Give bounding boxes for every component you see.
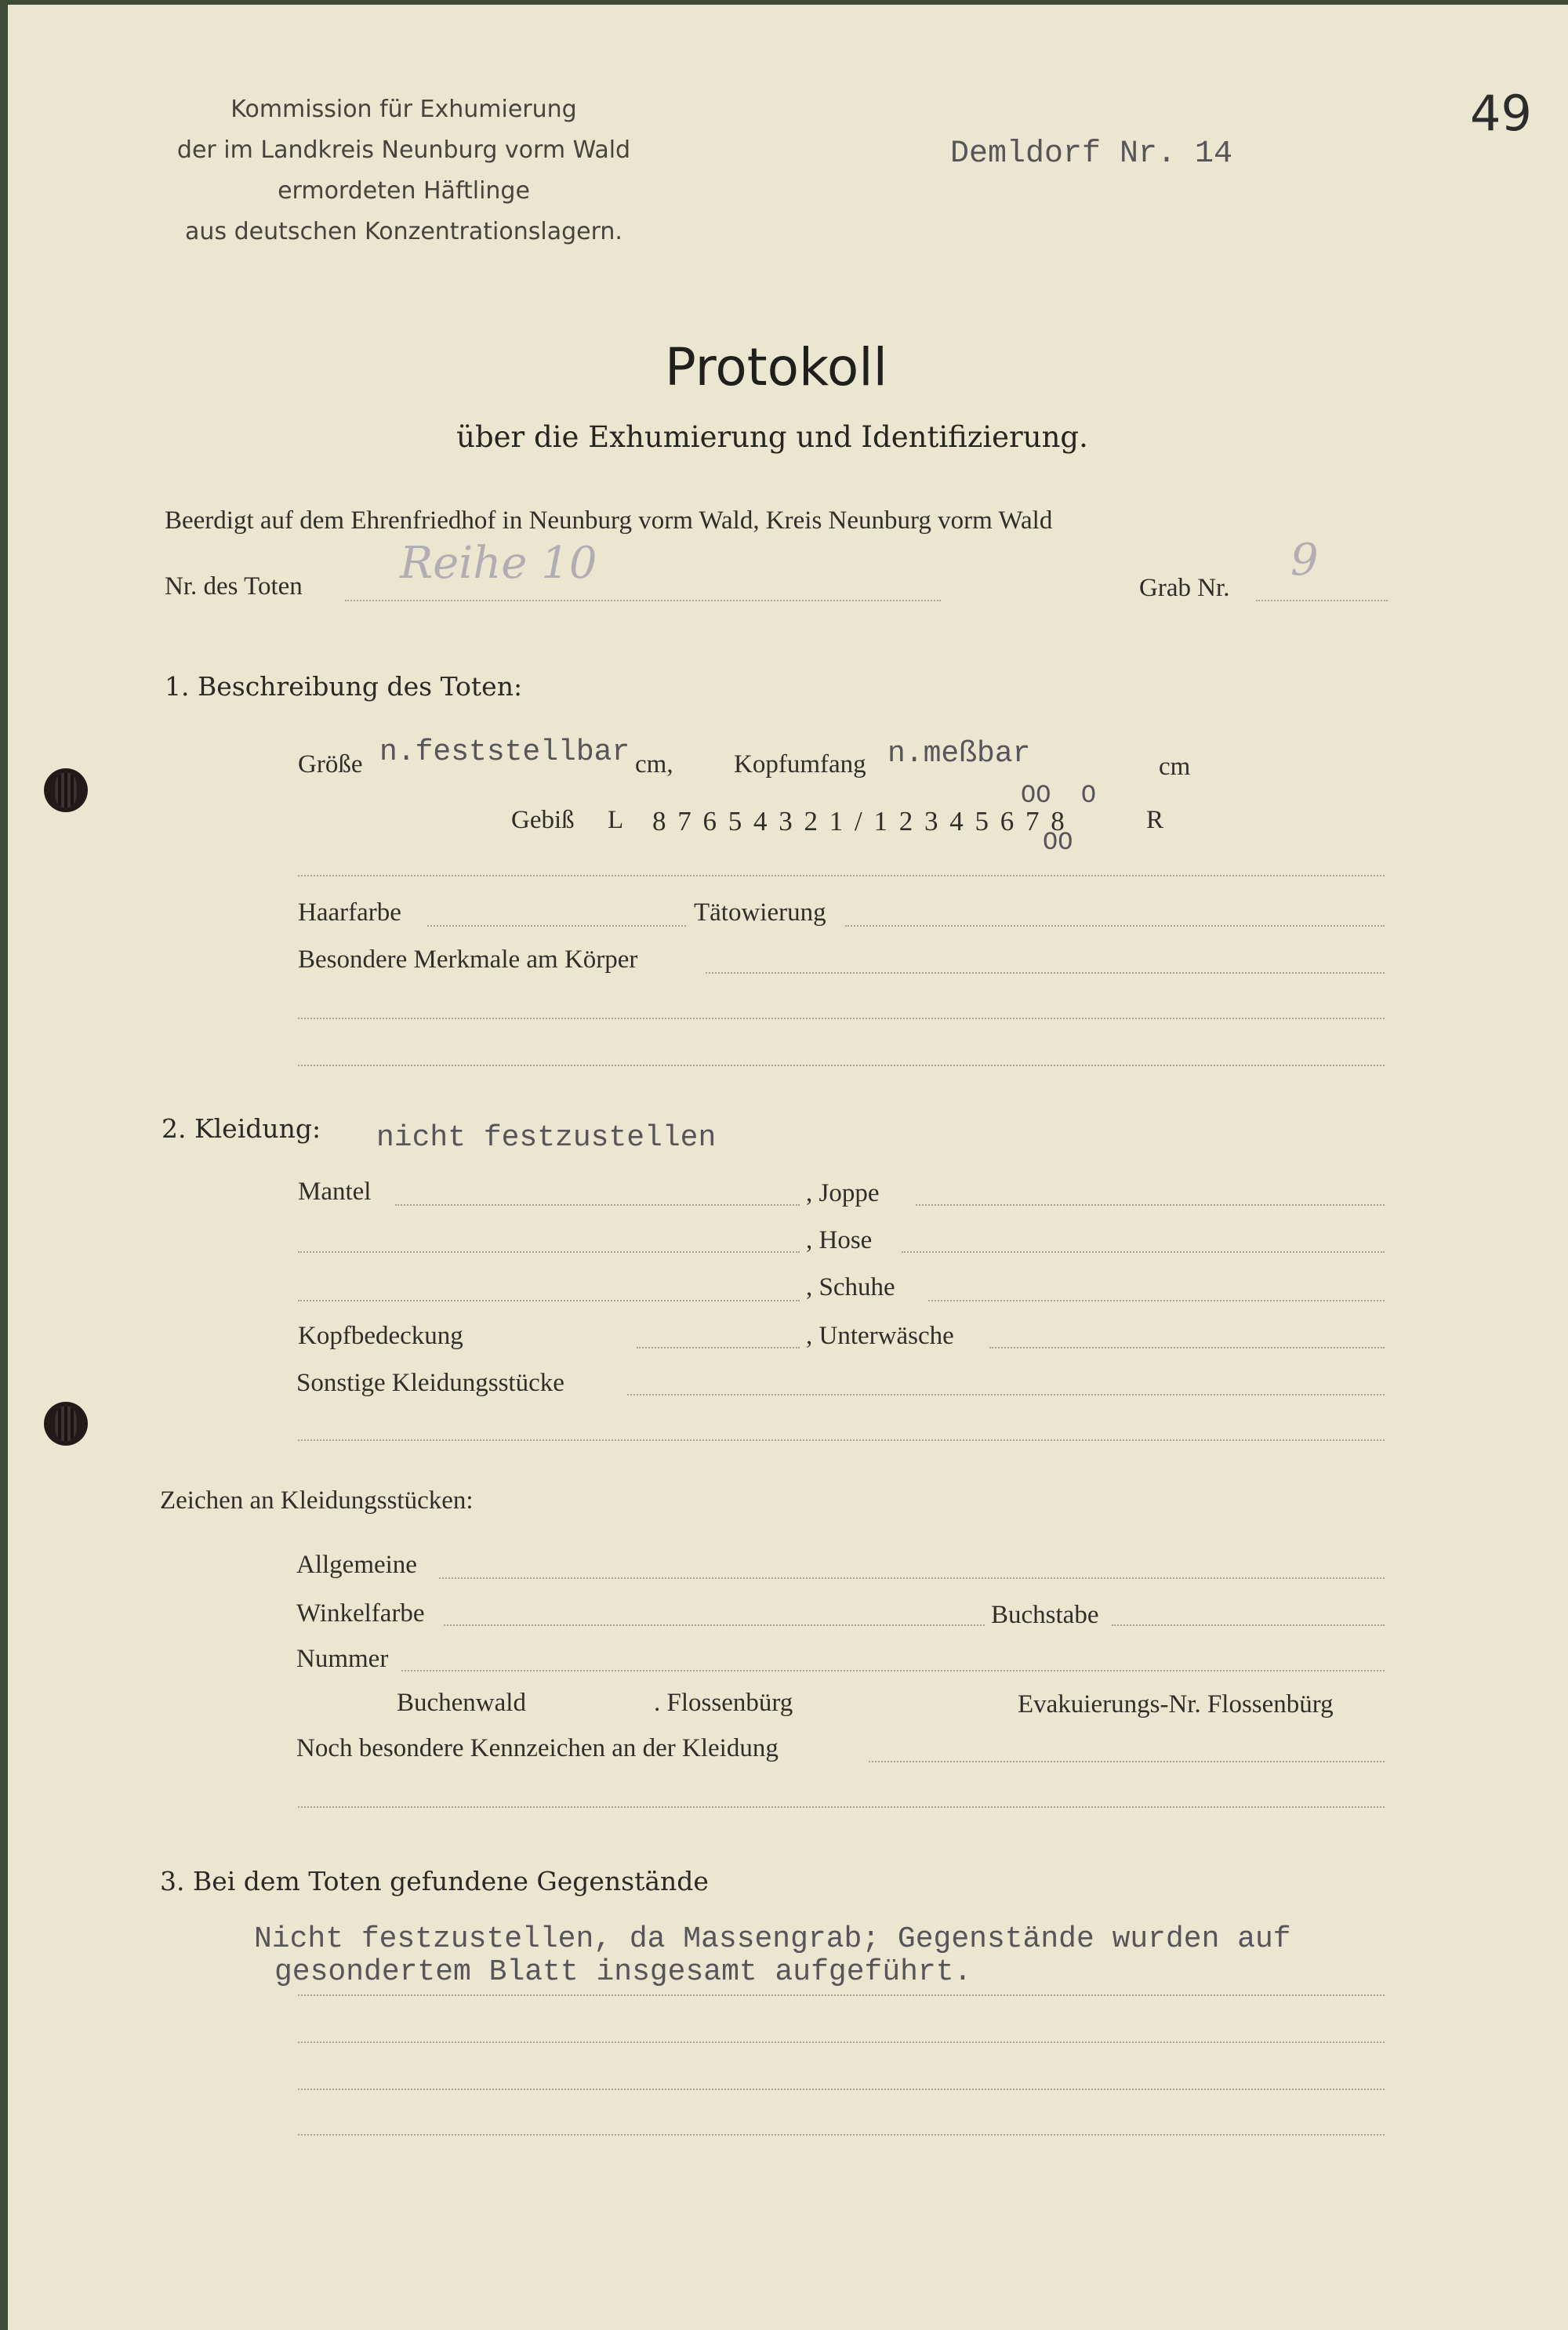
teeth-right-side: R — [1146, 806, 1164, 834]
shoes-label: , Schuhe — [806, 1273, 895, 1301]
grave-number-value: 9 — [1290, 535, 1319, 586]
clothing-blank-line-1 — [298, 1251, 800, 1253]
number-label: Nummer — [296, 1645, 389, 1673]
other-clothing-line — [627, 1394, 1385, 1395]
special-marks-line — [869, 1761, 1385, 1762]
commission-line-4: aus deutschen Konzentrationslagern. — [185, 218, 622, 245]
coat-label: Mantel — [298, 1178, 372, 1206]
angle-color-label: Winkelfarbe — [296, 1599, 425, 1628]
punch-hole-upper — [44, 768, 88, 812]
evacuation-number-label: Evakuierungs-Nr. Flossenbürg — [1018, 1690, 1334, 1718]
scan-edge-top — [0, 0, 1568, 5]
section-3-heading: 3. Bei dem Toten gefundene Gegenstände — [160, 1866, 709, 1896]
coat-line — [395, 1204, 800, 1206]
body-features-label: Besondere Merkmale am Körper — [298, 945, 638, 974]
page-subtitle: über die Exhumierung und Identifizierung. — [456, 420, 1088, 454]
headwear-line — [637, 1347, 800, 1348]
items-found-line-1: Nicht festzustellen, da Massengrab; Gegenstände wurden auf — [254, 1922, 1291, 1956]
dead-number-label: Nr. des Toten — [165, 572, 303, 601]
marks-general-line — [439, 1577, 1385, 1579]
trousers-label: , Hose — [806, 1226, 873, 1254]
body-features-line-1 — [706, 972, 1385, 974]
clothing-value: nicht festzustellen — [376, 1121, 717, 1155]
page-number: 49 — [1470, 85, 1532, 142]
teeth-line — [298, 875, 1385, 876]
items-found-line-2: gesondertem Blatt insgesamt aufgeführt. — [274, 1955, 972, 1989]
commission-line-3: ermordeten Häftlinge — [278, 177, 530, 205]
hair-color-line — [427, 925, 686, 927]
items-found-rule-2 — [298, 2041, 1385, 2043]
dead-number-value: Reihe 10 — [400, 538, 597, 589]
special-marks-label: Noch besondere Kennzeichen an der Kleidung — [296, 1734, 779, 1762]
location-reference: Demldorf Nr. 14 — [950, 136, 1233, 172]
body-features-line-2 — [298, 1018, 1385, 1019]
section-2-heading: 2. Kleidung: — [162, 1113, 321, 1144]
section-1-heading: 1. Beschreibung des Toten: — [165, 671, 523, 702]
shoes-line — [928, 1300, 1385, 1301]
marks-general-label: Allgemeine — [296, 1551, 417, 1579]
letter-label: Buchstabe — [991, 1601, 1099, 1629]
clothing-blank-line-2 — [298, 1300, 800, 1301]
head-circumference-label: Kopfumfang — [734, 750, 866, 778]
teeth-marks-upper: OO O — [1021, 781, 1097, 810]
items-found-rule-1 — [298, 1994, 1385, 1996]
items-found-rule-4 — [298, 2134, 1385, 2136]
size-value: n.feststellbar — [379, 735, 630, 769]
headwear-label: Kopfbedeckung — [298, 1322, 463, 1350]
teeth-chart: 8 7 6 5 4 3 2 1 / 1 2 3 4 5 6 7 8 — [652, 806, 1067, 837]
teeth-label: Gebiß — [511, 806, 575, 834]
grave-number-label: Grab Nr. — [1139, 574, 1230, 602]
hair-color-label: Haarfarbe — [298, 898, 401, 927]
page-title: Protokoll — [665, 337, 887, 397]
letter-line — [1112, 1624, 1385, 1626]
punch-hole-lower — [44, 1402, 88, 1446]
other-clothing-line-2 — [298, 1439, 1385, 1441]
grave-number-line — [1256, 600, 1388, 601]
items-found-rule-3 — [298, 2089, 1385, 2090]
underwear-line — [989, 1347, 1385, 1348]
tattoo-line — [845, 925, 1385, 927]
camp-buchenwald: Buchenwald — [397, 1689, 526, 1717]
camp-flossenburg: . Flossenbürg — [654, 1689, 793, 1717]
clothing-marks-heading: Zeichen an Kleidungsstücken: — [160, 1486, 474, 1515]
head-circumference-unit: cm — [1159, 753, 1191, 781]
jacket-line — [916, 1204, 1385, 1206]
underwear-label: , Unterwäsche — [806, 1322, 954, 1350]
angle-color-line — [444, 1624, 985, 1626]
dead-number-line — [345, 600, 941, 601]
size-label: Größe — [298, 750, 363, 778]
teeth-marks-lower: OO — [1043, 828, 1073, 857]
number-line — [401, 1670, 1385, 1671]
special-marks-line-2 — [298, 1806, 1385, 1808]
head-circumference-value: n.meßbar — [887, 737, 1031, 771]
jacket-label: , Joppe — [806, 1179, 880, 1207]
commission-line-2: der im Landkreis Neunburg vorm Wald — [176, 136, 631, 164]
teeth-left-side: L — [608, 806, 624, 834]
burial-place: Beerdigt auf dem Ehrenfriedhof in Neunburg vorm Wald, Kreis Neunburg vorm Wald — [165, 506, 1053, 535]
other-clothing-label: Sonstige Kleidungsstücke — [296, 1369, 564, 1397]
commission-line-1: Kommission für Exhumierung — [230, 96, 577, 123]
body-features-line-3 — [298, 1065, 1385, 1066]
trousers-line — [902, 1251, 1385, 1253]
tattoo-label: Tätowierung — [694, 898, 826, 927]
size-unit: cm, — [635, 750, 673, 778]
